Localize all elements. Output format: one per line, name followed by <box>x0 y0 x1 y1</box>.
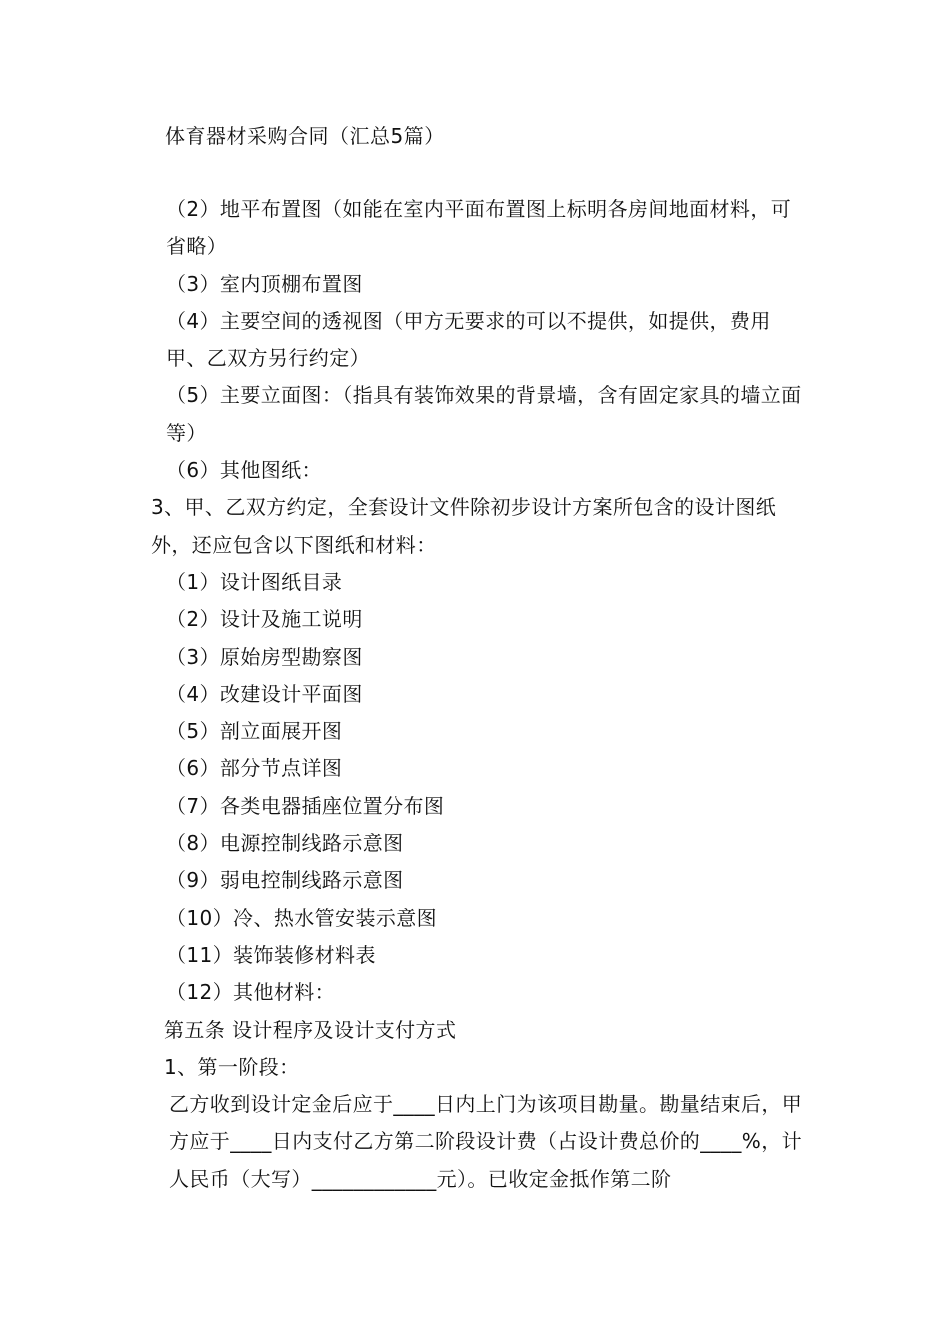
paragraph-floor-layout: （2）地平布置图（如能在室内平面布置图上标明各房间地面材料，可省略） <box>166 197 792 259</box>
list-item-11: （11）装饰装修材料表 <box>166 942 376 967</box>
list-item-8: （8）电源控制线路示意图 <box>166 831 404 856</box>
list-item-10: （10）冷、热水管安装示意图 <box>166 905 438 930</box>
list-item-9: （9）弱电控制线路示意图 <box>166 868 404 893</box>
document-body <box>145 191 810 1198</box>
paragraph-other-drawings: （6）其他图纸： <box>166 458 322 483</box>
paragraph-perspective: （4）主要空间的透视图（甲方无要求的可以不提供，如提供，费用甲、乙双方另行约定） <box>166 308 771 371</box>
paragraph-stage-1-terms: 乙方收到设计定金后应于____日内上门为该项目勘量。勘量结束后，甲方应于____日内支付乙方第二阶段设计费（占设计费总价的____%，计人民币（大写）____________元）。已收定金抵作第二阶 <box>169 1092 803 1191</box>
list-item-6: （6）部分节点详图 <box>166 756 343 781</box>
document-title: 体育器材采购合同（汇总5篇） <box>165 124 445 148</box>
list-item-3: （3）原始房型勘察图 <box>166 644 363 669</box>
list-item-1: （1）设计图纸目录 <box>166 569 343 594</box>
list-item-2: （2）设计及施工说明 <box>166 607 363 632</box>
list-item-5: （5）剖立面展开图 <box>166 719 343 744</box>
article-5-heading: 第五条 设计程序及设计支付方式 <box>164 1017 457 1042</box>
paragraph-ceiling-layout: （3）室内顶棚布置图 <box>166 271 363 296</box>
paragraph-clause-3: 3、甲、乙双方约定，全套设计文件除初步设计方案所包含的设计图纸外，还应包含以下图纸和材料： <box>151 495 777 557</box>
list-item-7: （7）各类电器插座位置分布图 <box>166 793 445 818</box>
list-item-4: （4）改建设计平面图 <box>166 681 363 706</box>
list-item-12: （12）其他材料： <box>166 980 336 1005</box>
stage-1-heading: 1、第一阶段： <box>164 1054 300 1079</box>
paragraph-elevation: （5）主要立面图：（指具有装饰效果的背景墙，含有固定家具的墙立面等） <box>166 383 802 445</box>
